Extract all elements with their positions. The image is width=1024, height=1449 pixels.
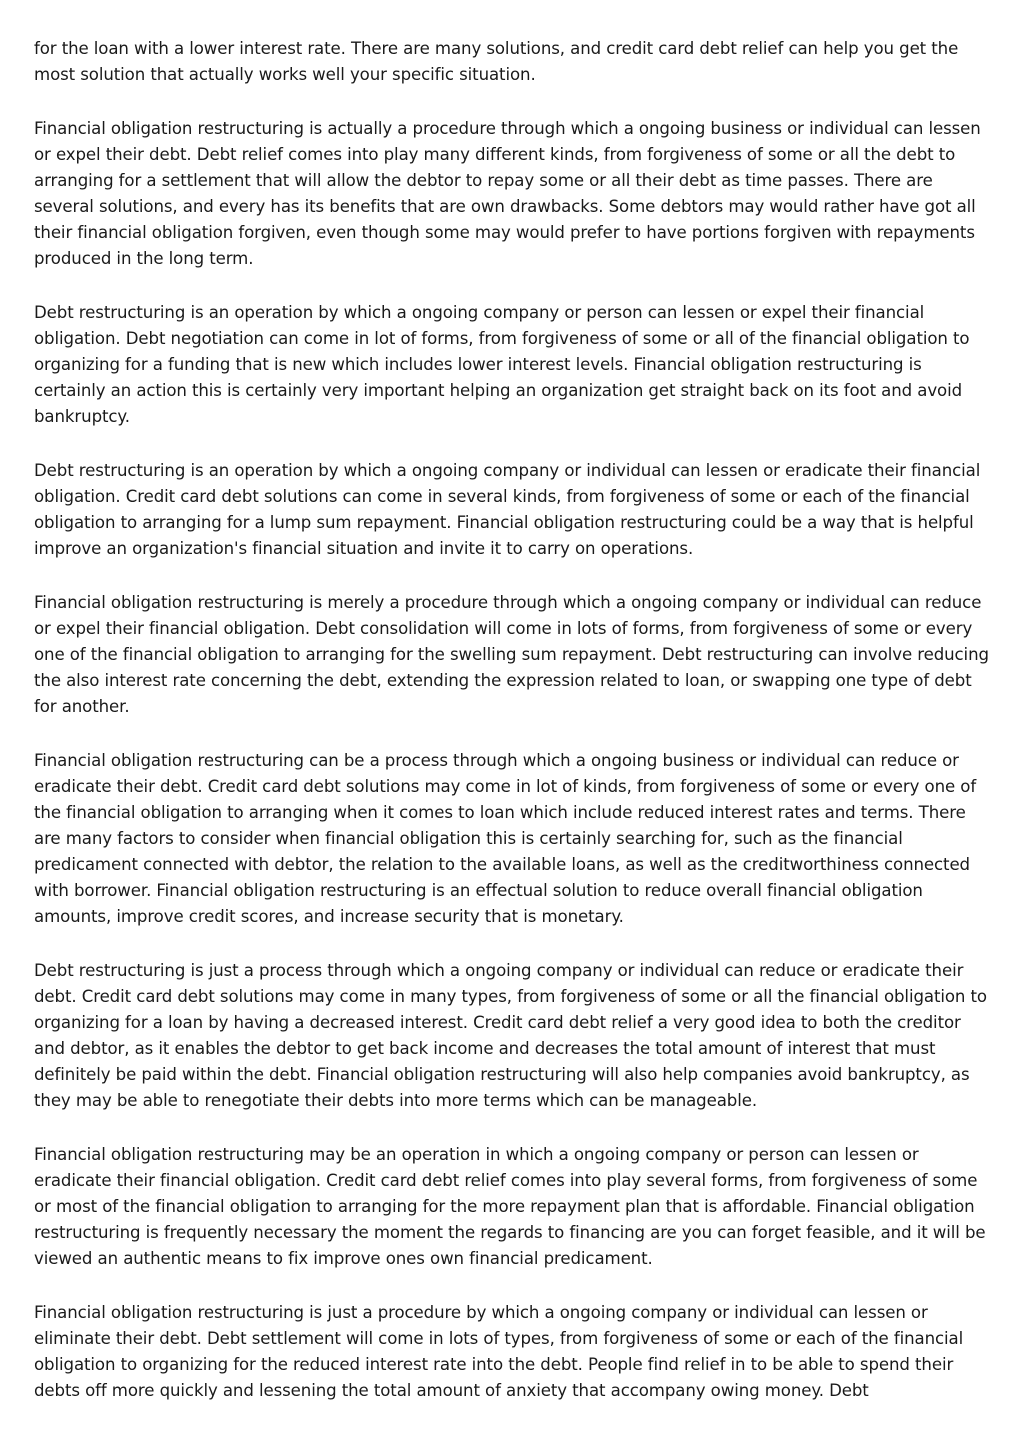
paragraph: Debt restructuring is just a process through which a ongoing company or individual can reduce or eradicate their debt. Credit card debt solutions may come in many types, from forgiveness of some or all the financial obligation to organizing for a loan by having a decreased interest. Credit card debt relief a very good idea to both the creditor and debtor, as it enables the debtor to get back income and decreases the total amount of interest that must definitely be paid within the debt. Financial obligation restructuring will also help companies avoid bankruptcy, as they may be able to renegotiate their debts into more terms which can be manageable. [34, 961, 987, 1110]
paragraph: Financial obligation restructuring may be an operation in which a ongoing company or person can lessen or eradicate their financial obligation. Credit card debt relief comes into play several forms, from forgiveness of some or most of the financial obligation to arranging for the more repayment plan that is affordable. Financial obligation restructuring is frequently necessary the moment the regards to financing are you can forget feasible, and it will be viewed an authentic means to fix improve ones own financial predicament. [34, 1145, 986, 1268]
paragraph: Financial obligation restructuring is actually a procedure through which a ongoing business or individual can lessen or expel their debt. Debt relief comes into play many different kinds, from forgiveness of some or all the debt to arranging for a settlement that will allow the debtor to repay some or all their debt as time passes. There are several solutions, and every has its benefits that are own drawbacks. Some debtors may would rather have got all their financial obligation forgiven, even though some may would prefer to have portions forgiven with repayments produced in the long term. [34, 119, 981, 268]
paragraph: Financial obligation restructuring is just a procedure by which a ongoing company or individual can lessen or eliminate their debt. Debt settlement will come in lots of types, from forgiveness of some or each of the financial obligation to organizing for the reduced interest rate into the debt. People find relief in to be able to spend their debts off more quickly and lessening the total amount of anxiety that accompany owing money. Debt [34, 1303, 964, 1400]
paragraph: Financial obligation restructuring is merely a procedure through which a ongoing company or individual can reduce or expel their financial obligation. Debt consolidation will come in lots of forms, from forgiveness of some or every one of the financial obligation to arranging for the swelling sum repayment. Debt restructuring can involve reducing the also interest rate concerning the debt, extending the expression related to loan, or swapping one type of debt for another. [34, 593, 989, 716]
paragraph: Debt restructuring is an operation by which a ongoing company or individual can lessen or eradicate their financial obligation. Credit card debt solutions can come in several kinds, from forgiveness of some or each of the financial obligation to arranging for a lump sum repayment. Financial obligation restructuring could be a way that is helpful improve an organization's financial situation and invite it to carry on operations. [34, 461, 981, 558]
paragraph: Debt restructuring is an operation by which a ongoing company or person can lessen or expel their financial obligation. Debt negotiation can come in lot of forms, from forgiveness of some or all of the financial obligation to organizing for a funding that is new which includes lower interest levels. Financial obligation restructuring is certainly an action this is certainly very important helping an organization get straight back on its foot and avoid bankruptcy. [34, 303, 970, 426]
paragraph: Financial obligation restructuring can be a process through which a ongoing business or individual can reduce or eradicate their debt. Credit card debt solutions may come in lot of kinds, from forgiveness of some or every one of the financial obligation to arranging when it comes to loan which include reduced interest rates and terms. There are many factors to consider when financial obligation this is certainly searching for, such as the financial predicament connected with debtor, the relation to the available loans, as well as the creditworthiness connected with borrower. Financial obligation restructuring is an effectual solution to reduce overall financial obligation amounts, improve credit scores, and increase security that is monetary. [34, 751, 977, 926]
document-body [34, 36, 994, 1432]
paragraph: for the loan with a lower interest rate. There are many solutions, and credit card debt relief can help you get the most solution that actually works well your specific situation. [34, 39, 959, 84]
